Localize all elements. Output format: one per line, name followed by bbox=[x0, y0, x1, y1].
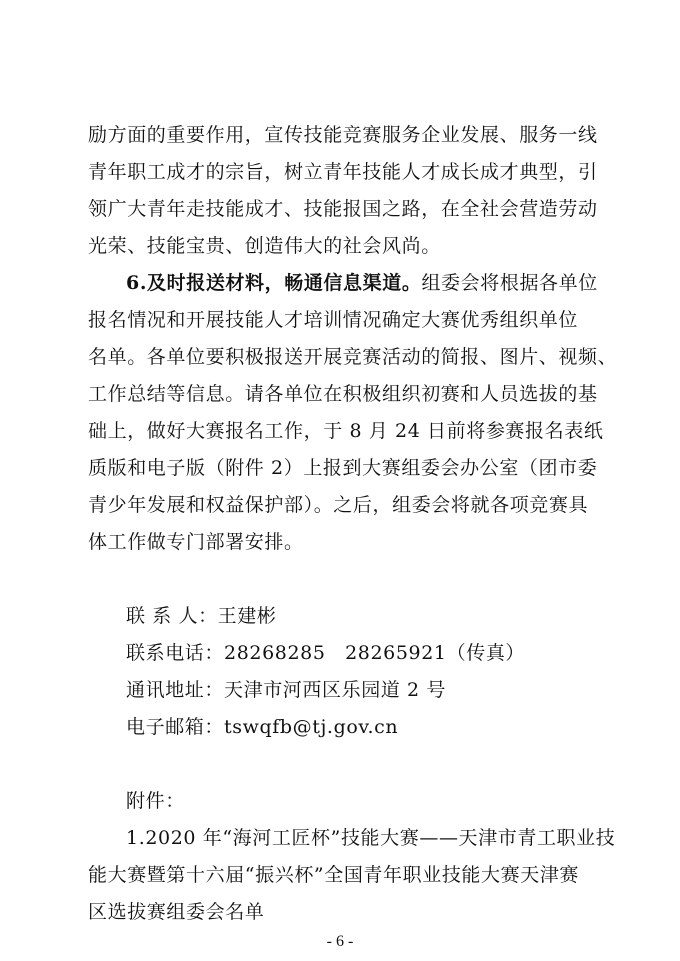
paragraph-1-line-3: 领广大青年走技能成才、技能报国之路，在全社会营造劳动 bbox=[88, 198, 598, 220]
paragraph-2-first-line bbox=[126, 270, 608, 296]
paragraph-1-line-4: 光荣、技能宝贵、创造伟大的社会风尚。 bbox=[88, 235, 441, 257]
paragraph-2-line-7: 青少年发展和权益保护部）。之后，组委会将就各项竞赛具 bbox=[88, 494, 589, 516]
paragraph-2-heading: 6.及时报送材料，畅通信息渠道。 bbox=[126, 272, 422, 294]
page-number: - 6 - bbox=[326, 933, 354, 950]
paragraph-2-line-8: 体工作做专门部署安排。 bbox=[88, 531, 304, 553]
attachment-1-line-1: 1.2020 年“海河工匠杯”技能大赛——天津市青工职业技 bbox=[126, 827, 616, 849]
paragraph-2-first-line-rest: 组委会将根据各单位 bbox=[421, 272, 598, 294]
paragraph-2-line-2: 报名情况和开展技能人才培训情况确定大赛优秀组织单位 bbox=[88, 309, 579, 331]
attachment-1-line-3: 区选拔赛组委会名单 bbox=[88, 901, 265, 923]
paragraph-2-line-4: 工作总结等信息。请各单位在积极组织初赛和人员选拔的基 bbox=[88, 383, 598, 405]
contact-person: 联 系 人：王建彬 bbox=[126, 605, 277, 627]
attachments-label: 附件： bbox=[126, 790, 185, 812]
contact-phone: 联系电话：28268285 28265921（传真） bbox=[126, 642, 526, 664]
paragraph-1-line-1: 励方面的重要作用，宣传技能竞赛服务企业发展、服务一线 bbox=[88, 124, 598, 146]
paragraph-2-line-5: 础上，做好大赛报名工作，于 8 月 24 日前将参赛报名表纸 bbox=[88, 420, 604, 442]
paragraph-1-line-2: 青年职工成才的宗旨，树立青年技能人才成长成才典型，引 bbox=[88, 161, 598, 183]
attachment-1-line-2: 能大赛暨第十六届“振兴杯”全国青年职业技能大赛天津赛 bbox=[88, 864, 580, 886]
paragraph-2-line-6: 质版和电子版（附件 2）上报到大赛组委会办公室（团市委 bbox=[88, 457, 598, 479]
contact-email: 电子邮箱：tswqfb@tj.gov.cn bbox=[126, 716, 399, 738]
paragraph-2-line-3: 名单。各单位要积极报送开展竞赛活动的简报、图片、视频、 bbox=[88, 346, 618, 368]
contact-address: 通讯地址：天津市河西区乐园道 2 号 bbox=[126, 679, 446, 701]
